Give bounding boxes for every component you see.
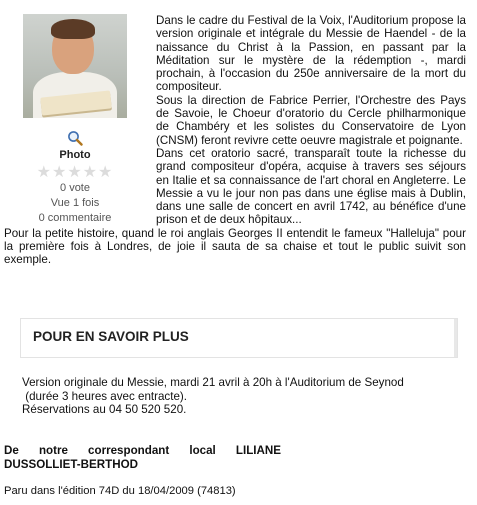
article-paragraph: Dans le cadre du Festival de la Voix, l'Auditorium propose la version originale et intégrale du Messie de Haendel - de la naissance du Christ à la Passion, en passant par la Méditation sur le mystère de la rédemption -, mardi prochain, à l'occasion du 250e anniversaire de la mort du compositeur.	[156, 14, 466, 94]
photo-hair	[51, 19, 95, 39]
star-icon[interactable]: ★	[51, 164, 68, 181]
star-icon[interactable]: ★	[82, 164, 99, 181]
view-count: Vue 1 fois	[50, 197, 100, 209]
magnifier-icon[interactable]	[67, 130, 83, 146]
photo-label[interactable]: Photo	[59, 149, 91, 161]
more-info-title: POUR EN SAVOIR PLUS	[33, 329, 189, 344]
publication-info: Paru dans l'édition 74D du 18/04/2009 (74813)	[4, 485, 236, 497]
article-body	[4, 14, 466, 267]
rating-stars[interactable]	[4, 165, 146, 181]
event-duration: (durée 3 heures avec entracte).	[22, 389, 187, 403]
star-icon[interactable]: ★	[36, 164, 52, 181]
event-info	[22, 376, 452, 417]
comment-count[interactable]: 0 commentaire	[38, 212, 112, 224]
more-info-box	[20, 318, 458, 358]
event-line: Version originale du Messie, mardi 21 avril à 20h à l'Auditorium de Seynod	[22, 376, 404, 389]
article-paragraph: Dans cet oratorio sacré, transparaît toute la richesse du grand compositeur d'opéra, acquise à travers ses séjours en Italie et sa connaissance de l'art choral en Angleterre. Le Messie a vu le jour non pas dans une église mais à Dublin, dans une salle de concert en avril 1742, au bénéfice d'une prison et de deux hôpitaux...	[156, 146, 466, 227]
star-icon[interactable]: ★	[67, 164, 83, 181]
vote-count: 0 vote	[60, 182, 90, 194]
photo-panel	[4, 14, 146, 226]
event-booking: Réservations au 04 50 520 520.	[22, 403, 187, 416]
article-photo[interactable]	[23, 14, 127, 118]
star-icon[interactable]: ★	[98, 164, 114, 181]
article-paragraph: Pour la petite histoire, quand le roi anglais Georges II entendit le fameux "Halleluja" pour la première fois à Londres, de joie il sauta de sa chaise et tout le public suivit son exemple.	[4, 226, 466, 267]
author-byline: De notre correspondant local LILIANE DUSSOLLIET-BERTHOD	[4, 444, 281, 471]
article-paragraph: Sous la direction de Fabrice Perrier, l'Orchestre des Pays de Savoie, le Choeur d'oratorio du Cercle philharmonique de Chambéry et les solistes du Conservatoire de Lyon (CNSM) feront revivre cette oeuvre magistrale et poignante.	[156, 93, 466, 147]
